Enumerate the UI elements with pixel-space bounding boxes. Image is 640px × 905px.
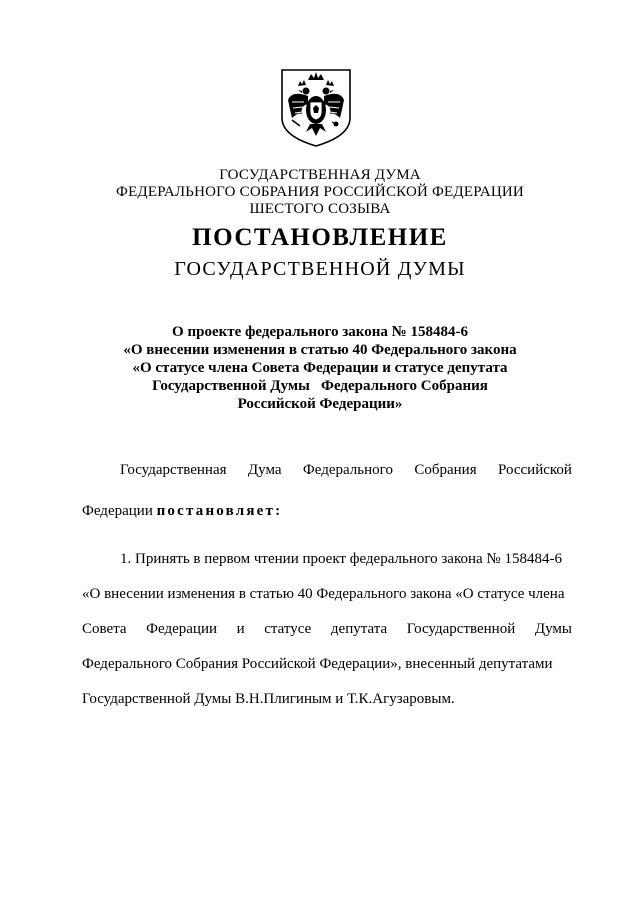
subject-line-5: Российской Федерации» <box>237 396 403 412</box>
item-1-word: Думы <box>534 621 572 637</box>
document-subject <box>0 323 640 413</box>
subject-line-4: Государственной Думы Федерального Собрания <box>152 378 488 394</box>
preamble-resolves: постановляет: <box>156 503 283 519</box>
header-line-duma: ГОСУДАРСТВЕННАЯ ДУМА <box>219 167 421 183</box>
item-1-word: статусе <box>264 621 312 637</box>
subject-line-1: О проекте федерального закона № 158484-6 <box>172 324 468 340</box>
preamble-word: Собрания <box>414 462 477 478</box>
preamble-word: Российской <box>498 462 572 478</box>
preamble-line-2 <box>82 494 572 529</box>
subject-line-2: «О внесении изменения в статью 40 Федерального закона <box>123 342 517 358</box>
preamble-line-1 <box>82 453 572 488</box>
preamble-word: Государственная <box>120 462 227 478</box>
state-emblem-icon <box>278 66 354 148</box>
item-1-word: Совета <box>82 621 127 637</box>
item-1-line-3 <box>82 612 572 647</box>
item-1-line-5: Государственной Думы В.Н.Плигиным и Т.К.Агузаровым. <box>82 691 455 707</box>
item-1-word: Федерации <box>146 621 218 637</box>
preamble-word: Дума <box>247 462 282 478</box>
item-1-line-4: Федерального Собрания Российской Федерации», внесенный депутатами <box>82 656 553 672</box>
header-line-assembly: ФЕДЕРАЛЬНОГО СОБРАНИЯ РОССИЙСКОЙ ФЕДЕРАЦИИ <box>116 184 524 200</box>
item-1-paragraph <box>82 542 572 717</box>
item-1-line-1: 1. Принять в первом чтении проект федерального закона № 158484-6 <box>120 551 562 567</box>
document-subtitle: ГОСУДАРСТВЕННОЙ ДУМЫ <box>174 258 466 280</box>
item-1-word: Государственной <box>406 621 516 637</box>
preamble-paragraph <box>82 453 572 529</box>
preamble-word: Федерального <box>302 462 393 478</box>
subject-line-3: «О статусе члена Совета Федерации и статусе депутата <box>132 360 508 376</box>
item-1-word: депутата <box>330 621 388 637</box>
document-title: ПОСТАНОВЛЕНИЕ <box>192 224 448 251</box>
header-line-convocation: ШЕСТОГО СОЗЫВА <box>249 201 391 217</box>
preamble-federation: Федерации <box>82 503 153 519</box>
item-1-line-2: «О внесении изменения в статью 40 Федерального закона «О статусе члена <box>82 586 565 602</box>
item-1-word: и <box>236 621 245 637</box>
document-header <box>0 167 640 218</box>
